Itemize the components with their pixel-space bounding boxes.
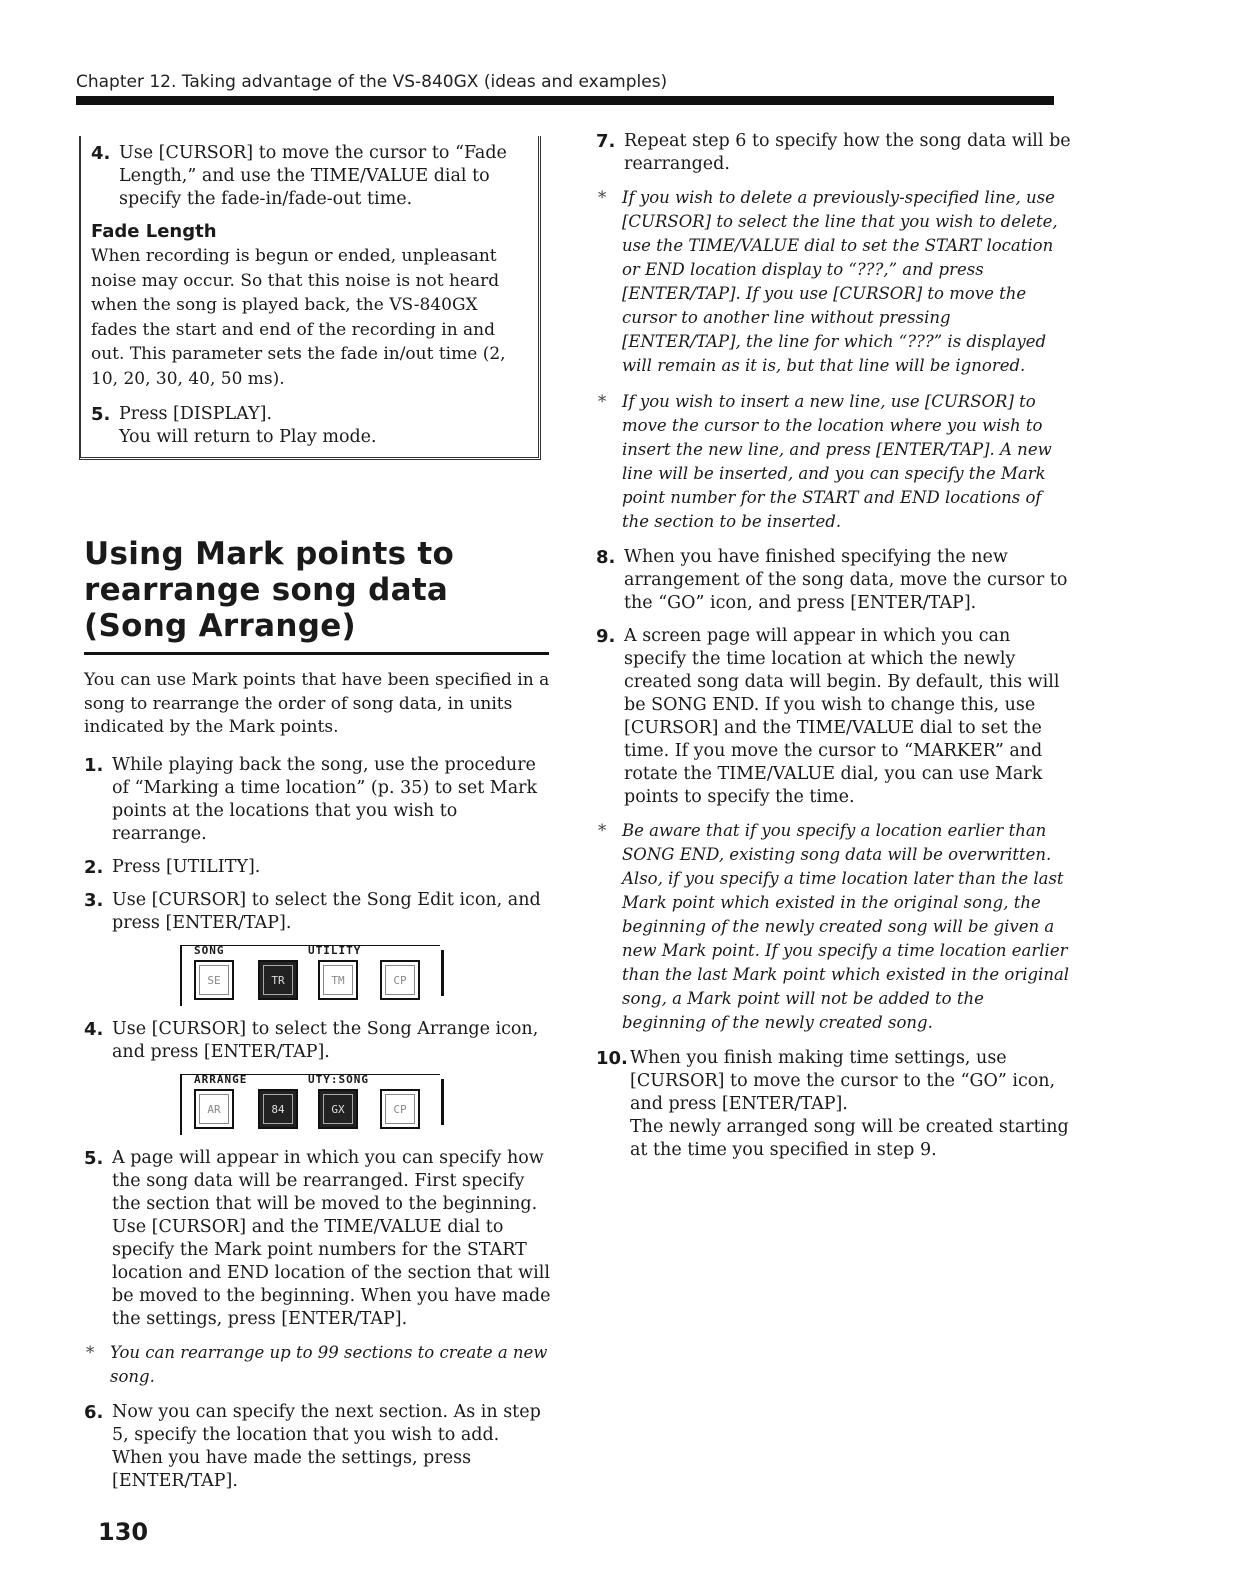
fade-length-title: Fade Length: [91, 221, 217, 242]
time-icon: [318, 960, 358, 1000]
step-9: [596, 625, 1071, 809]
asterisk-icon: *: [86, 1342, 95, 1362]
page-number: 130: [98, 1518, 149, 1546]
step-number: 3.: [84, 889, 104, 911]
icon-glyph: SE: [199, 965, 229, 995]
step-4: [84, 1018, 554, 1064]
song-arrange-icon: [194, 1089, 234, 1129]
note-delete-line: [596, 186, 1071, 378]
icon-glyph: GX: [323, 1094, 353, 1124]
note-text: If you wish to insert a new line, use [CURSOR] to move the cursor to the location where you wish to insert the new line, and press [ENTER/TAP]. A new line will be inserted, and you can specify the Mark point number for the START and END locations of the section to be inserted.: [622, 392, 1052, 531]
lcd-song-utility: [180, 945, 440, 1006]
lcd-arrange: [180, 1074, 440, 1135]
track-icon: [258, 960, 298, 1000]
note-insert-line: [596, 390, 1071, 534]
step-1: [84, 754, 554, 846]
lcd-label-left: ARRANGE: [194, 1072, 248, 1086]
asterisk-icon: *: [598, 188, 607, 207]
right-column: [596, 130, 1071, 1172]
step-number: 2.: [84, 856, 104, 878]
step-3: [84, 889, 554, 935]
step-text: A screen page will appear in which you can specify the time location at which the newly created song data will begin. By default, this will be SONG END. If you wish to change this, use [CURSOR] and the TIME/VALUE dial to set the time. If you move the cursor to “MARKER” and rotate the TIME/VALUE dial, you can use Mark points to specify the time.: [624, 626, 1060, 807]
box-step-5: [91, 403, 528, 449]
step-number: 1.: [84, 754, 104, 776]
lcd-right-bar: [441, 1079, 444, 1125]
icon-glyph: CP: [385, 1094, 415, 1124]
icon-glyph: CP: [385, 965, 415, 995]
step-text: Repeat step 6 to specify how the song data will be rearranged.: [624, 131, 1071, 174]
icon-glyph: 84: [263, 1094, 293, 1124]
step-text: Use [CURSOR] to select the Song Edit icon, and press [ENTER/TAP].: [112, 889, 541, 933]
step-text: A page will appear in which you can specify how the song data will be rearranged. First specify the section that will be moved to the beginning. Use [CURSOR] and the TIME/VALUE dial to specify the Mark point numbers for the START location and END location of the section that will be moved to the beginning. When you have made the settings, press [ENTER/TAP].: [112, 1147, 551, 1329]
step-sub-text: You will return to Play mode.: [119, 427, 377, 447]
lcd-label-right: UTILITY: [308, 943, 362, 957]
step-main-text: When you finish making time settings, use [CURSOR] to move the cursor to the “GO” icon, and press [ENTER/TAP].: [630, 1048, 1056, 1114]
lcd-label-left: SONG: [194, 943, 225, 957]
step-text: Use [CURSOR] to select the Song Arrange icon, and press [ENTER/TAP].: [112, 1018, 539, 1062]
step-text: Press [UTILITY].: [112, 856, 261, 877]
step-text: Now you can specify the next section. As in step 5, specify the location that you wish to add. When you have made the settings, press [ENTER/TAP].: [112, 1401, 541, 1491]
step-2: [84, 856, 554, 879]
step-text: While playing back the song, use the procedure of “Marking a time location” (p. 35) to set Mark points at the locations that you wish to rearrange.: [112, 754, 538, 844]
step-text: [630, 1047, 1071, 1162]
step-text: [119, 403, 528, 449]
asterisk-icon: *: [598, 821, 607, 840]
step-number: 8.: [596, 547, 616, 568]
note-text: If you wish to delete a previously-specified line, use [CURSOR] to select the line that you wish to delete, use the TIME/VALUE dial to set the START location or END location display to “???,” and press [ENTER/TAP]. If you use [CURSOR] to move the cursor to another line without pressing [ENTER/TAP], the line for which “???” is displayed will remain as it is, but that line will be ignored.: [622, 188, 1058, 375]
step-sub-text: The newly arranged song will be created starting at the time you specified in step 9.: [630, 1117, 1069, 1160]
asterisk-icon: *: [598, 392, 607, 411]
copy-icon: [380, 1089, 420, 1129]
step-number: 5.: [84, 1147, 104, 1169]
step-text: Use [CURSOR] to move the cursor to “Fade Length,” and use the TIME/VALUE dial to specify the fade-in/fade-out time.: [119, 143, 507, 209]
copy-icon: [380, 960, 420, 1000]
note-text: Be aware that if you specify a location earlier than SONG END, existing song data will be overwritten. Also, if you specify a time location later than the last Mark point which existed in the original song, the beginning of the newly created song will be given a new Mark point. If you specify a time location earlier than the last Mark point which existed in the original song, a Mark point will not be added to the beginning of the newly created song.: [622, 821, 1070, 1032]
step-6: [84, 1401, 554, 1493]
step-5: [84, 1147, 554, 1331]
fade-length-text: When recording is begun or ended, unpleasant noise may occur. So that this noise is not heard when the song is played back, the VS-840GX fades the start and end of the recording in and out. This parameter sets the fade in/out time (2, 10, 20, 30, 40, 50 ms).: [91, 246, 506, 389]
step-number: 5.: [91, 404, 111, 425]
step-8: [596, 546, 1071, 615]
step-main-text: Press [DISPLAY].: [119, 404, 273, 424]
step-7: [596, 130, 1071, 176]
note-text: You can rearrange up to 99 sections to create a new song.: [110, 1342, 548, 1386]
step-10: [596, 1047, 1071, 1162]
chapter-header: Chapter 12. Taking advantage of the VS-840GX (ideas and examples): [76, 72, 668, 92]
section-title: Using Mark points to rearrange song data (Song Arrange): [84, 536, 549, 655]
step-number: 7.: [596, 131, 616, 152]
icon-glyph: TR: [263, 965, 293, 995]
header-rule: [76, 96, 1054, 105]
note-overwrite: [596, 819, 1071, 1035]
lcd-label-right: UTY:SONG: [308, 1072, 369, 1086]
lcd-right-bar: [441, 950, 444, 996]
step-number: 6.: [84, 1401, 104, 1423]
fade-length-box: [79, 136, 541, 460]
step-number: 10.: [596, 1048, 628, 1069]
icon-glyph: TM: [323, 965, 353, 995]
song-edit-icon: [194, 960, 234, 1000]
step-number: 4.: [91, 143, 111, 164]
box-step-4: [91, 142, 528, 211]
convert-gx-icon: [318, 1089, 358, 1129]
step-number: 4.: [84, 1018, 104, 1040]
section-intro: You can use Mark points that have been specified in a song to rearrange the order of song data, in units indicated by the Mark points.: [84, 670, 550, 737]
convert-840-icon: [258, 1089, 298, 1129]
note-sections-limit: [84, 1341, 554, 1389]
icon-glyph: AR: [199, 1094, 229, 1124]
step-number: 9.: [596, 626, 616, 647]
step-text: When you have finished specifying the new arrangement of the song data, move the cursor to the “GO” icon, and press [ENTER/TAP].: [624, 547, 1068, 613]
left-column: [84, 136, 554, 1503]
